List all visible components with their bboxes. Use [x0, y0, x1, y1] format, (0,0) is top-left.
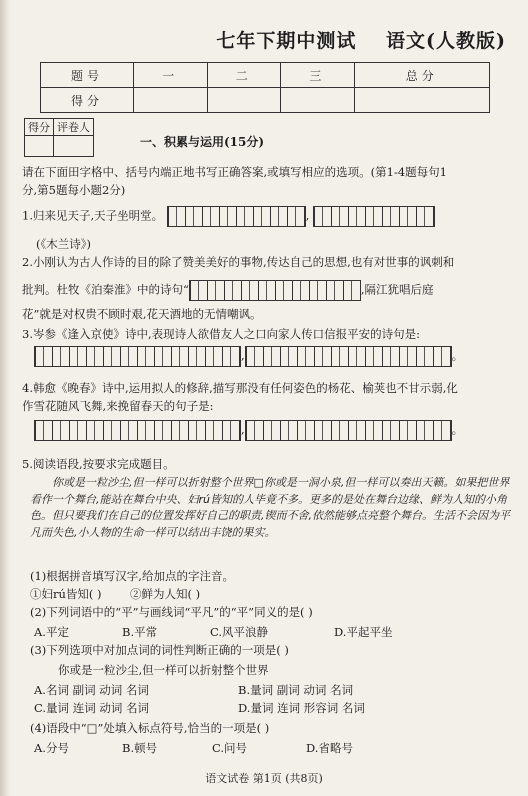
score-header-cell: 二	[207, 63, 281, 88]
option[interactable]: B.量词 副词 动词 名词	[238, 683, 354, 697]
score-cell[interactable]	[134, 88, 208, 113]
option[interactable]: C.问号	[212, 741, 248, 755]
option[interactable]: A.名词 副词 动词 名词	[34, 683, 149, 697]
option[interactable]: D.量词 连词 形容词 名词	[238, 701, 365, 715]
q3-answer: , 。	[34, 346, 514, 367]
q1-text: 1.归来见天子,天子坐明堂。	[22, 208, 164, 223]
q2-line: 花”就是对权贵不顾时艰,花天酒地的无情嘲讽。	[22, 307, 262, 321]
q2-line: 2.小刚认为古人作诗的目的除了赞美美好的事物,传达自己的思想,也有对世事的讽刺和	[22, 255, 455, 269]
answer-grid[interactable]	[313, 206, 435, 227]
option[interactable]: B.顿号	[122, 741, 158, 755]
q5-sub1-b: ②鲜为人知( )	[130, 587, 201, 601]
answer-grid[interactable]	[34, 420, 241, 441]
q5-sub2: (2)下列词语中的“平”与画线词“平凡”的“平”同义的是( )	[30, 605, 313, 619]
q2-line: 批判。杜牧《泊秦淮》中的诗句“ ,隔江犹唱后庭	[22, 280, 514, 301]
answer-grid[interactable]	[167, 206, 306, 227]
q1-source: (《木兰诗》)	[36, 237, 91, 251]
exam-subject: 语文(人教版)	[386, 30, 506, 52]
score-table	[40, 62, 490, 113]
option[interactable]: C.量词 连词 动词 名词	[34, 701, 150, 715]
score-header-cell: 总分	[354, 63, 489, 88]
q5-sub4: (4)语段中“□”处填入标点符号,恰当的一项是( )	[30, 721, 270, 735]
answer-grid[interactable]	[189, 280, 361, 301]
q4-answer: , 。	[34, 420, 514, 441]
score-cell[interactable]	[207, 88, 281, 113]
answer-grid[interactable]	[245, 420, 452, 441]
grader-reviewer-label: 评卷人	[54, 119, 94, 136]
q4-line: 4.韩愈《晚春》诗中,运用拟人的修辞,描写那没有任何姿色的杨花、榆荚也不甘示弱,化	[22, 381, 458, 395]
q5-intro: 5.阅读语段,按要求完成题目。	[22, 457, 175, 471]
grader-reviewer-cell[interactable]	[54, 136, 94, 157]
score-header-cell: 三	[281, 63, 355, 88]
q4-line: 作雪花随风飞舞,来挽留春天的句子是:	[22, 399, 214, 413]
option[interactable]: D.平起平坐	[334, 625, 393, 639]
q5-sub3: (3)下列选项中对加点词的词性判断正确的一项是( )	[30, 643, 289, 657]
score-header-cell: 题号	[41, 63, 134, 88]
exam-title	[0, 26, 506, 53]
option[interactable]: B.平常	[122, 625, 158, 639]
reading-passage: 你或是一粒沙尘,但一样可以折射整个世界□你或是一洞小泉,但一样可以奏出天籁。如果把世界看作一个舞台,能站在舞台中央、妇rú皆知的人毕竟不多。更多的是处在舞台边缘、鲜为人知的小角色。但只要我们在自己的位置发挥好自己的职责,锲而不舍,依然能够点亮整个舞台。生活不会因为平凡而失色,小人物的生命一样可以结出丰饶的果实。	[30, 476, 510, 539]
answer-grid[interactable]	[34, 346, 241, 367]
grader-table	[24, 118, 94, 157]
grader-score-cell[interactable]	[25, 136, 54, 157]
score-label-cell: 得分	[41, 88, 134, 113]
option[interactable]: A.分号	[34, 741, 69, 755]
q5-sub3-sentence: 你或是一粒沙尘,但一样可以折射整个世界	[58, 663, 269, 677]
option[interactable]: A.平定	[34, 625, 69, 639]
grader-score-label: 得分	[25, 119, 54, 136]
q5-sub1: (1)根据拼音填写汉字,给加点的字注音。	[30, 569, 234, 583]
option[interactable]: D.省略号	[306, 741, 353, 755]
section-title: 一、积累与运用(15分)	[140, 135, 265, 149]
answer-grid[interactable]	[245, 346, 452, 367]
exam-name: 七年下期中测试	[216, 30, 357, 52]
paper-edge-shadow	[0, 0, 10, 796]
q5-sub1-a: ①妇rú皆知( )	[30, 587, 102, 601]
option[interactable]: C.风平浪静	[210, 625, 269, 639]
q3-text: 3.岑参《逢入京使》诗中,表现诗人欲借友人之口向家人传口信报平安的诗句是:	[22, 327, 420, 341]
q1: 1.归来见天子,天子坐明堂。 ,	[22, 206, 514, 227]
score-header-cell: 一	[134, 63, 208, 88]
score-cell[interactable]	[281, 88, 355, 113]
page-footer: 语文试卷 第1页 (共8页)	[205, 772, 323, 785]
score-cell[interactable]	[354, 88, 489, 113]
instructions-line: 请在下面田字格中、括号内端正地书写正确答案,或填写相应的选项。(第1-4题每句1	[22, 165, 447, 179]
instructions-line: 分,第5题每小题2分)	[22, 183, 126, 197]
